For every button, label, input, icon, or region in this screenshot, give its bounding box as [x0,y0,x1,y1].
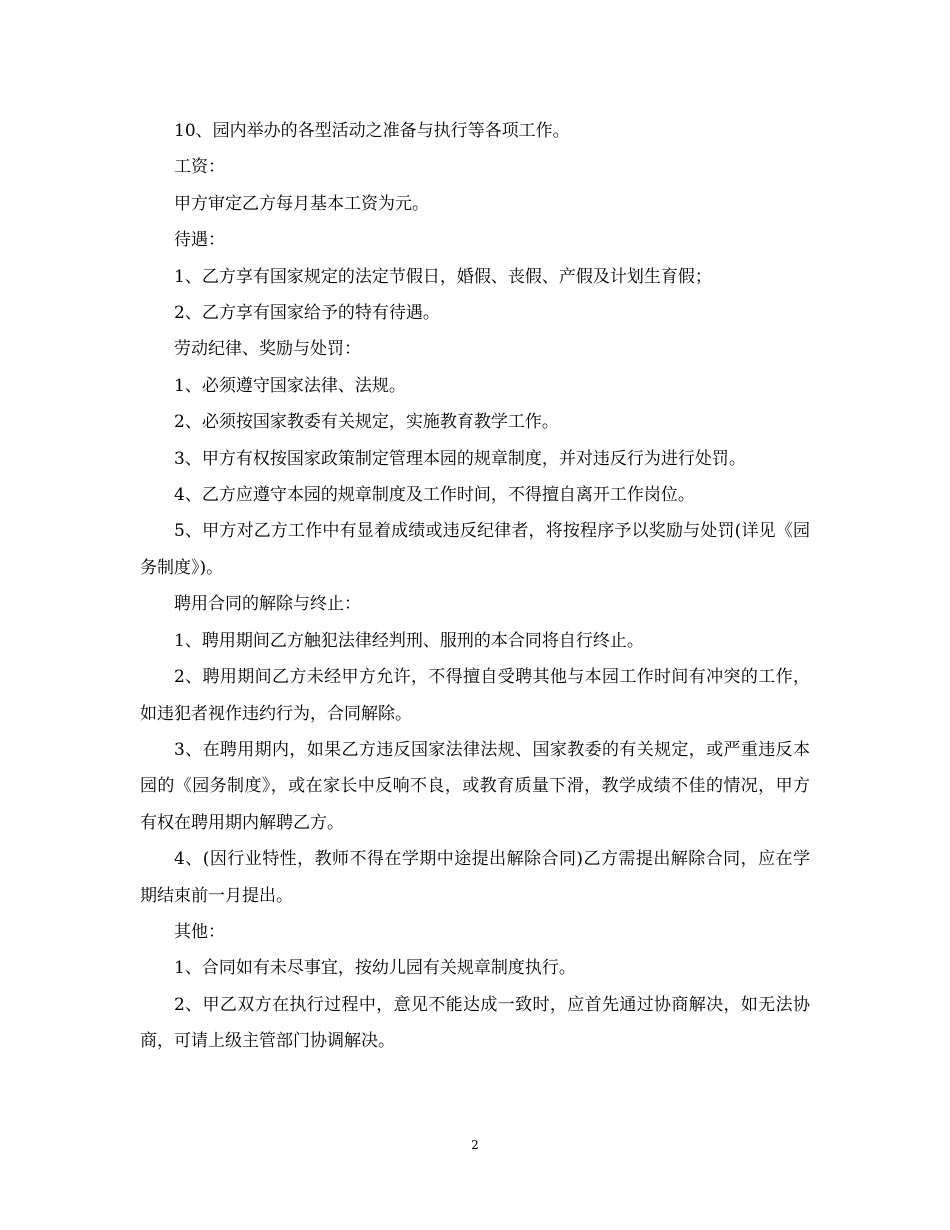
paragraph-other-2: 2、甲乙双方在执行过程中，意见不能达成一致时，应首先通过协商解决，如无法协商，可请上级主管部门协调解决。 [140,994,810,1052]
heading-benefits: 待遇： [174,230,225,251]
paragraph-activities: 10、园内举办的各型活动之准备与执行等各项工作。 [174,121,570,141]
heading-termination: 聘用合同的解除与终止： [174,594,361,615]
paragraph-benefits-2: 2、乙方享有国家给予的特有待遇。 [174,303,440,324]
paragraph-discipline-5: 5、甲方对乙方工作中有显着成绩或违反纪律者，将按程序予以奖励与处罚(详见《园务制度》)。 [140,521,810,578]
paragraph-termination-2: 2、聘用期间乙方未经甲方允许，不得擅自受聘其他与本园工作时间有冲突的工作，如违犯者视作违约行为，合同解除。 [140,667,810,724]
paragraph-discipline-2: 2、必须按国家教委有关规定，实施教育教学工作。 [174,412,559,433]
paragraph-termination-1: 1、聘用期间乙方触犯法律经判刑、服刑的本合同将自行终止。 [174,630,644,651]
document-body [140,113,810,1060]
page-number: 2 [471,1138,479,1152]
paragraph-termination-3: 3、在聘用期内，如果乙方违反国家法律法规、国家教委的有关规定，或严重违反本园的《园务制度》，或在家长中反响不良，或教育质量下滑，教学成绩不佳的情况，甲方有权在聘用期内解聘乙方。 [140,739,810,833]
paragraph-discipline-1: 1、必须遵守国家法律、法规。 [174,375,406,396]
heading-other: 其他： [174,921,225,942]
paragraph-salary: 甲方审定乙方每月基本工资为元。 [174,193,429,214]
paragraph-other-1: 1、合同如有未尽事宜，按幼儿园有关规章制度执行。 [174,958,576,979]
paragraph-discipline-4: 4、乙方应遵守本园的规章制度及工作时间，不得擅自离开工作岗位。 [174,485,695,506]
paragraph-discipline-3: 3、甲方有权按国家政策制定管理本园的规章制度，并对违反行为进行处罚。 [174,448,746,469]
paragraph-benefits-1: 1、乙方享有国家规定的法定节假日，婚假、丧假、产假及计划生育假； [174,266,712,287]
paragraph-termination-4: 4、(因行业特性，教师不得在学期中途提出解除合同)乙方需提出解除合同，应在学期结束前一月提出。 [140,849,810,906]
heading-salary: 工资： [174,157,225,178]
heading-discipline: 劳动纪律、奖励与处罚： [174,339,361,360]
